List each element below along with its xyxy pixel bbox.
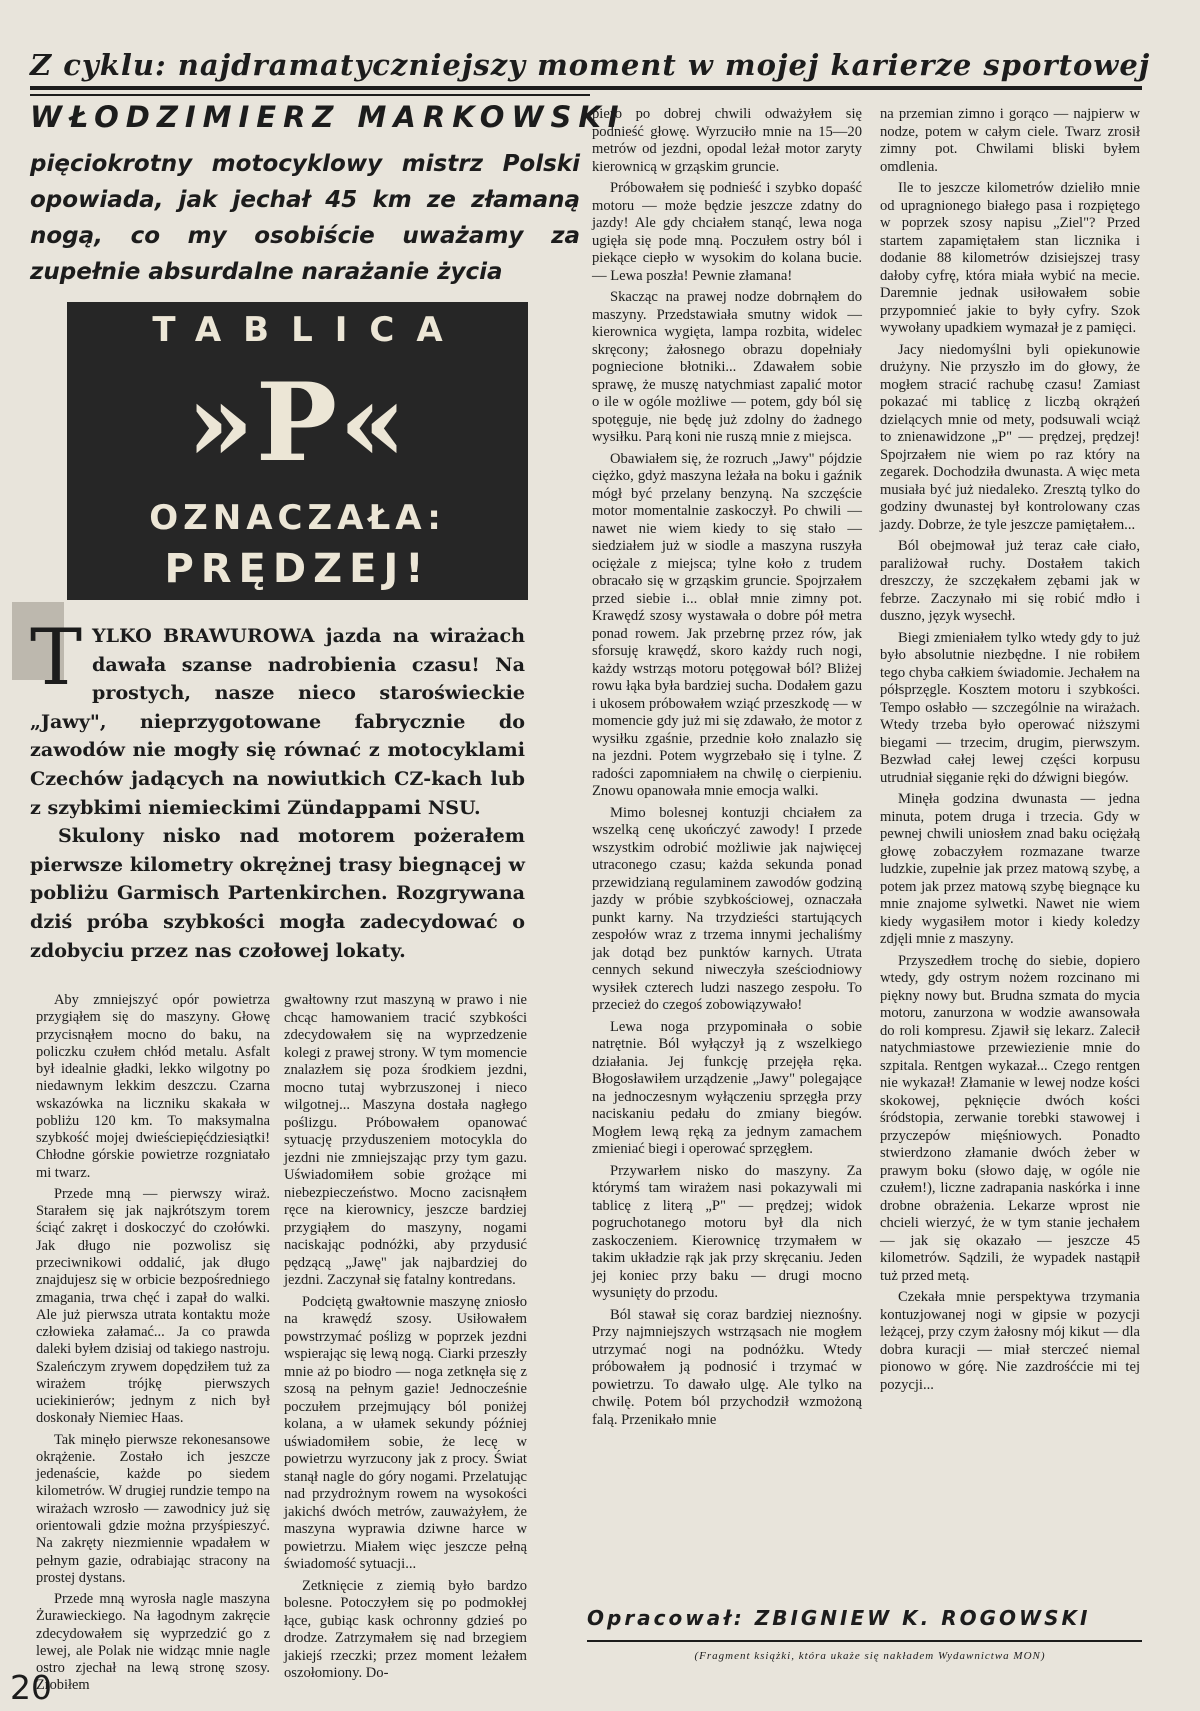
- column-paragraph: Obawiałem się, że rozruch „Jawy" pójdzie ciężko, gdyż maszyna leżała na boku i gaźnik mógł być przelany benzyną. Na szczęście motor momentalnie zaskoczył. Po chwili — nawet nie wiem kiedy to się stało — siedziałem już w siodle a maszyna ruszyła ociężale z miejsca; tylne koło z trudem obracało się w grząskim gruncie. Spojrzałem przed siebie i... oblał mnie zimny pot. Krawędź szosy wystawała o dobre pół metra ponad rowem. Jak przebrnę przez rów, jak sforsuję krawędź, skoro każdy ruch nogi, każdy wstrząs motoru potęgował ból? Bliżej rowu łąka była bardziej sucha. Dodałem gazu i ukosem próbowałem wziąć przeszkodę — w momencie gdy już mi się zdawało, że motor z wysiłku zgaśnie, przednie koło znalazło się na jezdni. Potem wygrzebało się i tylne. Z radości zapomniałem na chwilę o cierpieniu. Znowu opanowała mnie emocja walki.: [592, 450, 862, 799]
- credit-rule: [587, 1640, 1142, 1642]
- author-name: WŁODZIMIERZ MARKOWSKI: [30, 100, 626, 134]
- headline-line-2: »P«: [186, 360, 409, 486]
- column-paragraph: Mimo bolesnej kontuzji chciałem za wszelką cenę ukończyć zawody! I przede wszystkim odrobić możliwie jak najwięcej utraconego czasu; każda sekunda ponad przewidzianą regulaminem zawodów godziną jazdy w próbie szybkościowej, oznaczała punkt karny. Na trzydzieści startujących zespołów wraz z trzema innymi jechaliśmy jak dotąd bez punktów karnych. Utrata cennych sekund niweczyła sześciodniowy wysiłek czterech ludzi naszego zespołu. To przecież do czegoś zobowiązywało!: [592, 804, 862, 1013]
- column-paragraph: Przywarłem nisko do maszyny. Za którymś tam wirażem nasi pokazywali mi tablicę z literą „P" — prędzej; widok pogruchotanego motoru był dla nich zaskoczeniem. Kierownicę trzymałem w takim układzie rąk jak przy skręcaniu. Jeden jej koniec przy baku — drugi mocno wysunięty do przodu.: [592, 1162, 862, 1301]
- dropcap-letter: T: [30, 613, 83, 703]
- page-number: 20: [10, 1668, 52, 1707]
- column-paragraph: piero po dobrej chwili odważyłem się podnieść głowę. Wyrzuciło mnie na 15—20 metrów od jezdni, opodal leżał motor zaryty kierownicą w grząskim gruncie.: [592, 106, 862, 175]
- series-title: Z cyklu: najdramatyczniejszy moment w mojej karierze sportowej: [30, 48, 1151, 82]
- headline-box: [67, 302, 528, 600]
- column-paragraph: Aby zmniejszyć opór powietrza przygiąłem się do maszyny. Głowę przycisnąłem mocno do baku, na policzku czułem chłód metalu. Asfalt był idealnie gładki, lekko wilgotny po niedawnym lekkim deszczu. Czarna wskazówka na liczniku skakała w pobliżu 120 km. To maksymalna szybkość mojej dwieściepięćdziesiątki! Chłodne górskie powietrze rozgniatało mi twarz.: [36, 992, 270, 1181]
- author-rule: [30, 94, 590, 96]
- column-paragraph: Lewa noga przypominała o sobie natrętnie. Ból wyłączył ją z wszelkiego działania. Jej funkcję przejęła ręka. Błogosławiłem urządzenie „Jawy" polegające na jednoczesnym wyłączeniu sprzęgła przy naciskaniu pedału do zmiany biegów. Mogłem lewą ręką za jednym zamachem zmieniać biegi i operować sprzęgłem.: [592, 1018, 862, 1157]
- column-paragraph: Ile to jeszcze kilometrów dzieliło mnie od upragnionego białego pasa i rozpiętego w poprzek szosy napisu „Ziel"? Przed startem zapamiętałem stan licznika i dodanie 88 kilometrów dzisiejszej trasy dałoby cyfrę, która miała wybić na mecie. Daremnie jednak usiłowałem sobie przypomnieć jakie to były cyfry. Szok wywołany upadkiem wymazał je z pamięci.: [880, 180, 1140, 336]
- column-paragraph: Próbowałem się podnieść i szybko dopaść motoru — może będzie jeszcze zdatny do jazdy! Ale gdy chciałem stanąć, lewa noga ugięła się pode mną. Poczułem ostry ból i piekące ciepło w wysokim do kolana bucie. — Lewa poszła! Pewnie złamana!: [592, 180, 862, 284]
- column-3: [592, 106, 862, 1433]
- column-paragraph: Przyszedłem trochę do siebie, dopiero wtedy, gdy ostrym nożem rozcinano mi piękny nowy but. Brudna szmata do mycia motoru, zanurzona w wodzie awansowała do roli kompresu. Zjawił się lekarz. Zalecił natychmiastowe przewiezienie mnie do szpitala. Rentgen wykazał... Czego rentgen nie wykazał! Złamanie w lewej nodze kości skokowej, pęknięcie dwóch kości śródstopia, zerwanie torebki stawowej i przyczepów mięśniowych. Ponadto stwierdzono złamanie dwóch żeber w prawym boku (słowo daję, w ogóle nie czułem!), liczne zadrapania naskórka i inne drobne obrażenia. Lekarze wprost nie chcieli wierzyć, że w tym stanie jechałem — jak się okazało — jeszcze 45 kilometrów. Sądzili, że wypadek nastąpił tuż przed metą.: [880, 952, 1140, 1284]
- column-paragraph: Zetknięcie z ziemią było bardzo bolesne. Potoczyłem się po podmokłej łące, gubiąc kask ochronny gdzieś po drodze. Zatrzymałem się nad brzegiem jakiejś rzeczki; przez moment leżałem oszołomiony. Do-: [284, 1577, 527, 1681]
- column-paragraph: Skacząc na prawej nodze dobrnąłem do maszyny. Przedstawiała smutny widok — kierownica wygięta, lampa rozbita, widelec skręcony; żałosnego obrazu dopełniały pogniecione błotniki... Zdawałem sobie sprawę, że muszę natychmiast zapalić motor o ile w ogóle możliwe — potem, gdy ból się spotęguje, nie będę już zdolny do żadnego wysiłku. Parą koni nie ruszą mnie z miejsca.: [592, 289, 862, 445]
- column-paragraph: na przemian zimno i gorąco — najpierw w nodze, potem w całym ciele. Twarz zrosił zimny pot. Chwilami bliski byłem omdlenia.: [880, 106, 1140, 175]
- column-paragraph: Ból stawał się coraz bardziej nieznośny. Przy najmniejszych wstrząsach nie mogłem utrzymać nogi na podnóżku. Wtedy próbowałem ją podnosić i trzymać w powietrzu. To dawało ulgę. Ale tylko na chwilę. Potem ból przychodził wzmożoną falą. Przenikało mnie: [592, 1306, 862, 1428]
- column-paragraph: Przede mną wyrosła nagle maszyna Żurawieckiego. Na łagodnym zakręcie zdecydowałem się wyprzedzić go z lewej, ale Polak nie widząc mnie nagle ostro zjechał na lewą stronę szosy. Zrobiłem: [36, 1591, 270, 1694]
- lead-paragraph-1: [30, 613, 525, 822]
- headline-line-1: TABLICA: [152, 310, 465, 350]
- column-paragraph: Ból obejmował już teraz całe ciało, paraliżował ruchy. Dostałem takich dreszczy, że szczękałem zębami jak w febrze. Zaczynało mi się robić mdło i duszno, język wysechł.: [880, 538, 1140, 624]
- article-deck: pięciokrotny motocyklowy mistrz Polski opowiada, jak jechał 45 km ze złamaną nogą, co my osobiście uważamy za zupełnie absurdalne narażanie życia: [30, 151, 580, 285]
- column-paragraph: Tak minęło pierwsze rekonesansowe okrążenie. Zostało ich jeszcze jedenaście, każde po siedem kilometrów. W drugiej rundzie tempo na wirażach wzrosło — zawodnicy już się orientowali gdzie można przyśpieszyć. Na zakręty niezmiennie wpadałem w pełnym gazie, odrabiając stracony na prostej dystans.: [36, 1431, 270, 1586]
- header-rule: [30, 86, 1142, 90]
- lead-paragraph-1-text: YLKO BRAWUROWA jazda na wirażach dawała szanse nadrobienia czasu! Na prostych, nasze nieco staroświeckie „Jawy", nieprzygotowane fabrycznie do zawodów nie mogły się równać z motocyklami Czechów jadących na nowiutkich CZ-kach lub z szybkimi niemieckimi Zündappami NSU.: [30, 624, 525, 819]
- column-paragraph: Przede mną — pierwszy wiraż. Starałem się jak najkrótszym torem ściąć zakręt i doskoczyć do czołówki. Jak długo nie pozwolisz się przeciwnikowi oddalić, jak długo znajdujesz się w orbicie bezpośredniego zmagania, trwa chęć i zapał do walki. Ale już pierwsza utrata kontaktu może człowieka załamać... Ja co prawda daleki byłem dzisiaj od takiego nastroju. Szaleńczym zrywem dopędziłem tuż za wirażem trójkę pierwszych uciekinierów; jednym z nich był doskonały Niemiec Haas.: [36, 1185, 270, 1427]
- lead-paragraph-2: Skulony nisko nad motorem pożerałem pierwsze kilometry okrężnej trasy biegnącej w pobliżu Garmisch Partenkirchen. Rozgrywana dziś próba szybkości mogła zadecydować o zdobyciu przez nas czołowej lokaty.: [30, 824, 525, 962]
- column-2: [284, 992, 527, 1687]
- headline-line-4: PRĘDZEJ!: [164, 546, 431, 592]
- column-paragraph: gwałtowny rzut maszyną w prawo i nie chcąc hamowaniem tracić szybkości zdecydowałem się na wyprzedzenie kolegi z prawej strony. W tym momencie znalazłem się poza środkiem jezdni, mocno tutaj wybrzuszonej i nieco wilgotnej... Maszyna dostała nagłego poślizgu. Próbowałem opanować sytuację przyduszeniem motocykla do jezdni nie zmniejszając przy tym gazu. Uświadomiłem sobie grożące mi niebezpieczeństwo. Mocno zacisnąłem ręce na kierownicy, jeszcze bardziej przygiąłem do maszyny, nogami naciskając podnóżki, aby przydusić pędzącą „Jawę" jak najbardziej do jezdni. Zaczynał się fatalny kontredans.: [284, 992, 527, 1288]
- column-paragraph: Jacy niedomyślni byli opiekunowie drużyny. Nie przyszło im do głowy, że mogłem stracić rachubę czasu! Zamiast pokazać mi tablicę z liczbą okrążeń dzielących mnie od mety, podsuwali wciąż to znienawidzone „P" — prędzej, prędzej! Spojrzałem nie wiem po raz który na zegarek. Dochodziła dwunasta. A więc meta musiała być już niedaleko. Zresztą tylko do godziny dwunastej był kontrolowany czas jazdy. Dobrze, że tyle jeszcze pamiętałem...: [880, 341, 1140, 533]
- column-4: [880, 106, 1140, 1398]
- lead-paragraphs: [30, 613, 525, 965]
- column-1: [36, 992, 270, 1699]
- source-footnote: (Fragment książki, która ukaże się nakładem Wydawnictwa MON): [694, 1650, 1046, 1662]
- editor-credit: Opracował: ZBIGNIEW K. ROGOWSKI: [587, 1606, 1091, 1630]
- column-paragraph: Biegi zmieniałem tylko wtedy gdy to już było absolutnie niezbędne. I nie robiłem tego chyba całkiem świadomie. Jechałem na półsprzęgle. Kosztem motoru i szybkości. Tempo osłabło — szczególnie na wirażach. Wtedy trzeba było operować niższymi biegami — trzecim, drugim, pierwszym. Bezwład całej lewej części korpusu utrudniał sięganie ręki do dźwigni biegów.: [880, 629, 1140, 786]
- column-paragraph: Minęła godzina dwunasta — jedna minuta, potem druga i trzecia. Gdy w pewnej chwili uniosłem znad baku ociężałą głowę zobaczyłem rozmazane twarze ludzkie, zupełnie jak przez matową szybę, a potem jak przez matową szybę biegnące ku mnie znajome sylwetki. Nawet nie wiem kiedy wygasiłem motor i kiedy koledzy zdjęli mnie z maszyny.: [880, 791, 1140, 947]
- column-paragraph: Czekała mnie perspektywa trzymania kontuzjowanej nogi w gipsie w pozycji leżącej, przy czym żałosny mój kikut — dla dobra kuracji — miał sterczeć niemal pionowo w górę. Nie zazdrośćcie mi tej pozycji...: [880, 1289, 1140, 1393]
- headline-line-3: OZNACZAŁA:: [149, 498, 446, 538]
- column-paragraph: Podciętą gwałtownie maszynę zniosło na krawędź szosy. Usiłowałem powstrzymać poślizg w poprzek jezdni wspierając się lewą nogą. Ciarki przeszły mnie aż po biodro — noga zetknęła się z szosą na pełnym gazie! Jednocześnie poczułem przejmujący ból poniżej kolana, a w ułamek sekundy później uświadomiłem sobie, że lecę w powietrzu wyrzucony jak z procy. Świat stanął nagle do góry nogami. Przelatując nad przydrożnym rowem na wysokości jakichś dwóch metrów, zauważyłem, że maszyna wyprawia dziwne harce w powietrzu. Miałem więc jeszcze pełną świadomość sytuacji...: [284, 1293, 527, 1572]
